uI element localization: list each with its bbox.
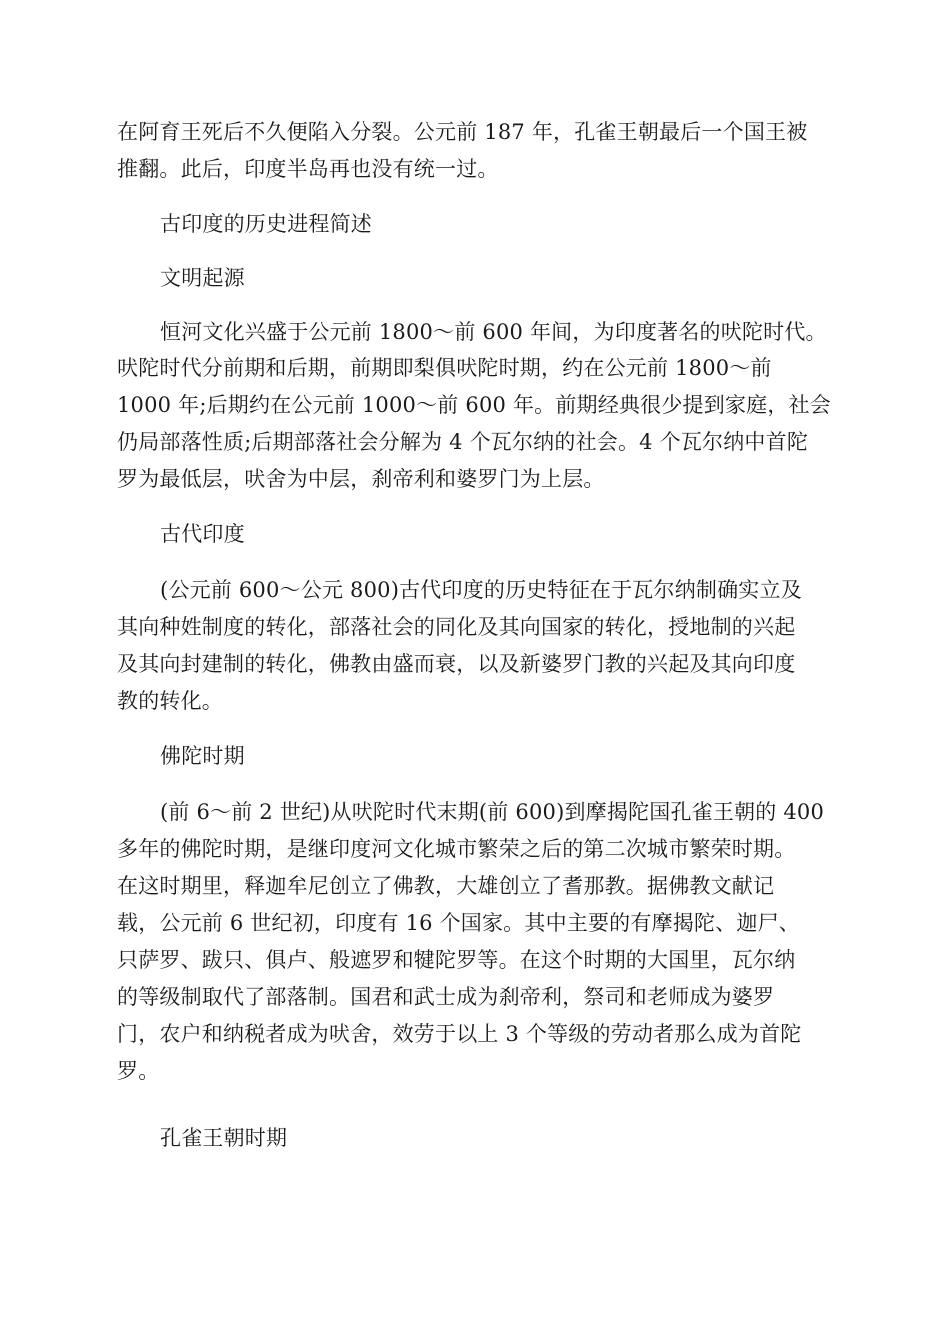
section-heading: 古印度的历史进程简述	[160, 212, 372, 236]
paragraph-line: 仍局部落性质;后期部落社会分解为 4 个瓦尔纳的社会。4 个瓦尔纳中首陀	[117, 430, 809, 454]
section-heading: 文明起源	[160, 266, 245, 290]
paragraph-line: 恒河文化兴盛于公元前 1800～前 600 年间，为印度著名的吠陀时代。	[160, 320, 827, 344]
paragraph-line: (公元前 600～公元 800)古代印度的历史特征在于瓦尔纳制确实立及	[160, 578, 802, 602]
paragraph-line: 1000 年;后期约在公元前 1000～前 600 年。前期经典很少提到家庭，社会	[117, 393, 831, 417]
paragraph-line: 在这时期里，释迦牟尼创立了佛教，大雄创立了耆那教。据佛教文献记	[117, 874, 775, 898]
paragraph-line: 门，农户和纳税者成为吠舍，效劳于以上 3 个等级的劳动者那么成为首陀	[117, 1022, 802, 1046]
section-heading: 佛陀时期	[160, 744, 245, 768]
paragraph-line: 在阿育王死后不久便陷入分裂。公元前 187 年，孔雀王朝最后一个国王被	[117, 120, 808, 144]
paragraph-line: 只萨罗、跋只、俱卢、般遮罗和犍陀罗等。在这个时期的大国里，瓦尔纳	[117, 948, 796, 972]
paragraph-line: 及其向封建制的转化，佛教由盛而衰，以及新婆罗门教的兴起及其向印度	[117, 652, 796, 676]
paragraph-line: 多年的佛陀时期，是继印度河文化城市繁荣之后的第二次城市繁荣时期。	[117, 837, 796, 861]
paragraph-line: 推翻。此后，印度半岛再也没有统一过。	[117, 157, 499, 181]
paragraph-line: 的等级制取代了部落制。国君和武士成为刹帝利，祭司和老师成为婆罗	[117, 985, 775, 1009]
paragraph-line: 罗。	[117, 1059, 160, 1083]
paragraph-line: 吠陀时代分前期和后期，前期即梨俱吠陀时期，约在公元前 1800～前	[117, 356, 772, 380]
paragraph-line: (前 6～前 2 世纪)从吠陀时代末期(前 600)到摩揭陀国孔雀王朝的 400	[160, 800, 825, 824]
paragraph-line: 罗为最低层，吠舍为中层，刹帝利和婆罗门为上层。	[117, 467, 605, 491]
paragraph-line: 载，公元前 6 世纪初，印度有 16 个国家。其中主要的有摩揭陀、迦尸、	[117, 911, 800, 935]
paragraph-line: 其向种姓制度的转化，部落社会的同化及其向国家的转化，授地制的兴起	[117, 615, 796, 639]
paragraph-line: 教的转化。	[117, 689, 223, 713]
section-heading: 古代印度	[160, 522, 245, 546]
section-heading: 孔雀王朝时期	[160, 1126, 288, 1150]
